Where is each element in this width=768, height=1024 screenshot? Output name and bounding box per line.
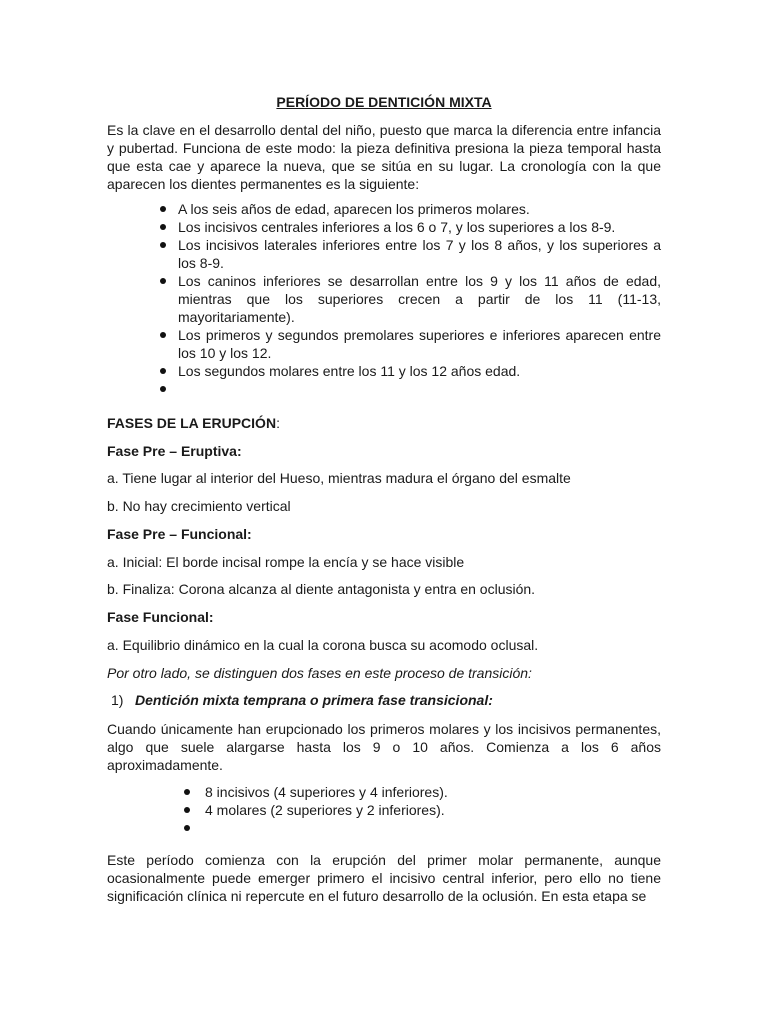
list-item: 8 incisivos (4 superiores y 4 inferiores). xyxy=(183,783,661,801)
pre-functional-item-a: a. Inicial: El borde incisal rompe la encía y se hace visible xyxy=(107,554,465,570)
numbered-heading-text: Dentición mixta temprana o primera fase transicional: xyxy=(135,692,493,708)
list-item: A los seis años de edad, aparecen los primeros molares. xyxy=(159,200,661,218)
phases-heading xyxy=(107,414,661,432)
pre-eruptive-item-b: b. No hay crecimiento vertical xyxy=(107,498,291,514)
list-item-empty xyxy=(159,380,661,398)
number-label: 1) xyxy=(111,692,124,708)
transition-intro: Por otro lado, se distinguen dos fases en este proceso de transición: xyxy=(107,665,532,681)
list-item: Los segundos molares entre los 11 y los 12 años edad. xyxy=(159,362,661,380)
phases-heading-text: FASES DE LA ERUPCIÓN xyxy=(107,415,277,431)
early-mixed-paragraph: Cuando únicamente han erupcionado los primeros molares y los incisivos permanentes, algo que suele alargarse hasta los 9 o 10 años. Comienza a los 6 años aproximadamente. xyxy=(107,721,661,773)
list-item: Los incisivos centrales inferiores a los 6 o 7, y los superiores a los 8-9. xyxy=(159,218,661,236)
document-title: PERÍODO DE DENTICIÓN MIXTA xyxy=(276,94,492,110)
eruption-chronology-list xyxy=(159,200,661,398)
functional-title: Fase Funcional: xyxy=(107,609,214,625)
final-paragraph: Este período comienza con la erupción del primer molar permanente, aunque ocasionalmente puede emerger primero el incisivo central inferior, pero ello no tiene significación clínica ni repercute en el futuro desarrollo de la oclusión. En esta etapa se xyxy=(107,852,661,904)
functional-item-a: a. Equilibrio dinámico en la cual la corona busca su acomodo oclusal. xyxy=(107,637,539,653)
list-item: 4 molares (2 superiores y 2 inferiores). xyxy=(183,801,661,819)
list-item: Los caninos inferiores se desarrollan entre los 9 y los 11 años de edad, mientras que los superiores crecen a partir de los 11 (11-13, mayoritariamente). xyxy=(159,272,661,326)
list-item-empty xyxy=(183,819,661,837)
list-item: Los incisivos laterales inferiores entre los 7 y los 8 años, y los superiores a los 8-9. xyxy=(159,236,661,272)
pre-eruptive-item-a: a. Tiene lugar al interior del Hueso, mientras madura el órgano del esmalte xyxy=(107,470,571,486)
pre-functional-item-b: b. Finaliza: Corona alcanza al diente antagonista y entra en oclusión. xyxy=(107,581,536,597)
pre-eruptive-title: Fase Pre – Eruptiva: xyxy=(107,443,242,459)
intro-paragraph: Es la clave en el desarrollo dental del niño, puesto que marca la diferencia entre infancia y pubertad. Funciona de este modo: la pieza definitiva presiona la pieza temporal hasta que esta cae y aparece la nueva, que se sitúa en su lugar. La cronología con la que aparecen los dientes permanentes es la siguiente: xyxy=(107,122,661,192)
tooth-count-list xyxy=(183,783,661,837)
phases-heading-colon: : xyxy=(276,415,280,431)
pre-functional-title: Fase Pre – Funcional: xyxy=(107,526,252,542)
list-item: Los primeros y segundos premolares superiores e inferiores aparecen entre los 10 y los 12. xyxy=(159,326,661,362)
